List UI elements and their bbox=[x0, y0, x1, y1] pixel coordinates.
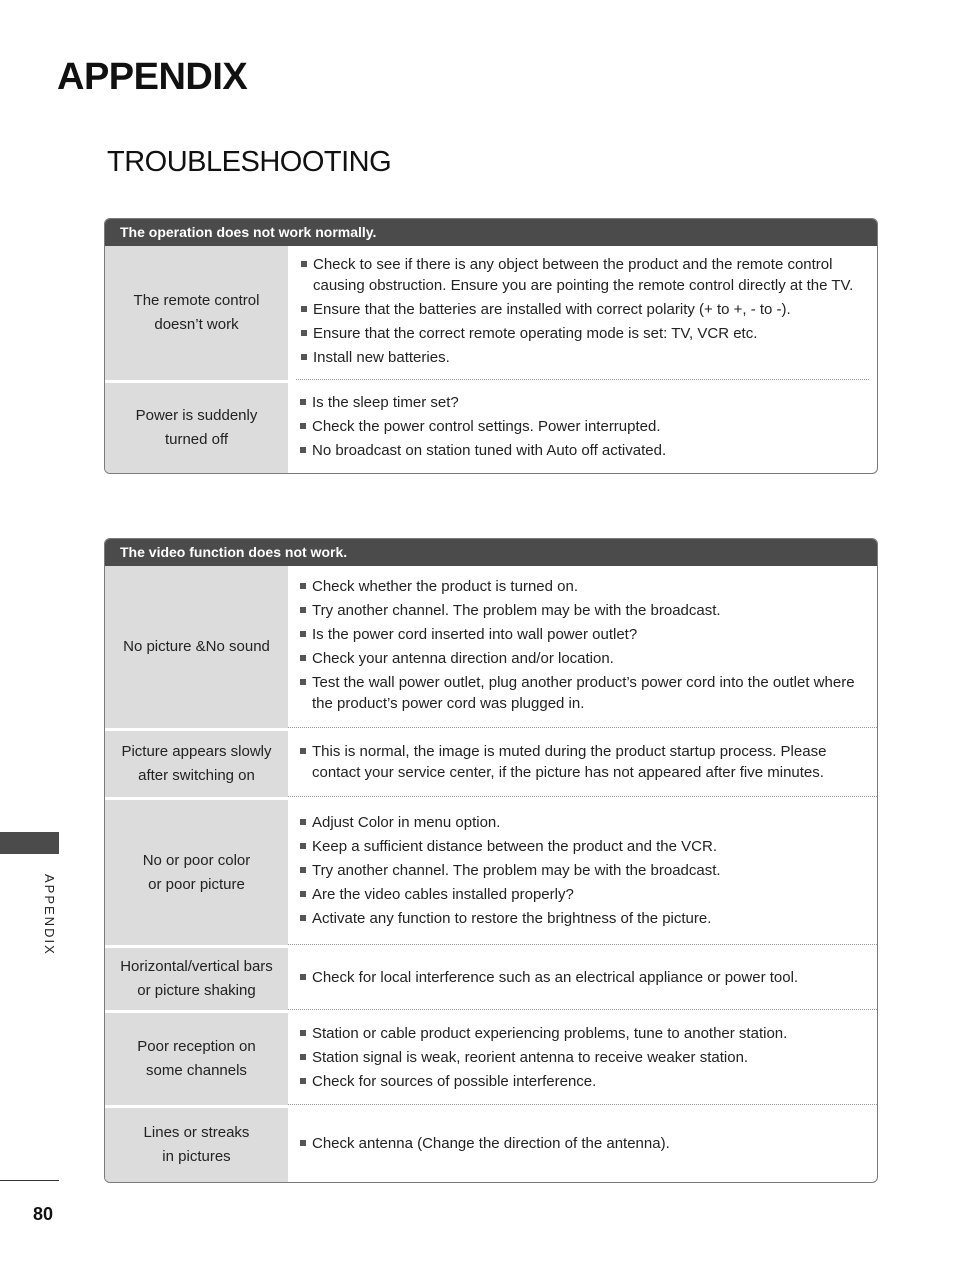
table-row bbox=[105, 383, 877, 473]
table-row bbox=[105, 948, 877, 1010]
solution-item: Test the wall power outlet, plug another product’s power cord into the outlet where the product’s power cord was plugged in. bbox=[300, 672, 865, 714]
solution-item: No broadcast on station tuned with Auto off activated. bbox=[300, 440, 865, 461]
table-row bbox=[105, 1013, 877, 1105]
solution-item: Is the sleep timer set? bbox=[300, 392, 865, 413]
solution-item: Check for local interference such as an electrical appliance or power tool. bbox=[300, 967, 865, 988]
table-row bbox=[105, 566, 877, 728]
problem-cell: No picture &No sound bbox=[105, 566, 288, 728]
problem-cell: The remote control doesn’t work bbox=[105, 246, 288, 380]
solution-cell bbox=[296, 246, 869, 380]
solution-item: Are the video cables installed properly? bbox=[300, 884, 865, 905]
solution-cell bbox=[288, 383, 877, 473]
solution-item: Station or cable product experiencing problems, tune to another station. bbox=[300, 1023, 865, 1044]
solution-list bbox=[300, 576, 865, 717]
section-title: TROUBLESHOOTING bbox=[107, 146, 392, 178]
problem-cell: Poor reception on some channels bbox=[105, 1013, 288, 1105]
solution-item: Activate any function to restore the brightness of the picture. bbox=[300, 908, 865, 929]
page-title: APPENDIX bbox=[57, 56, 248, 98]
solution-list bbox=[300, 967, 865, 991]
solution-cell bbox=[288, 1013, 877, 1105]
table-row bbox=[105, 1108, 877, 1182]
problem-cell: Lines or streaks in pictures bbox=[105, 1108, 288, 1182]
solution-cell bbox=[288, 948, 877, 1010]
table-header: The operation does not work normally. bbox=[105, 219, 877, 246]
solution-item: Try another channel. The problem may be with the broadcast. bbox=[300, 860, 865, 881]
solution-item: Check your antenna direction and/or location. bbox=[300, 648, 865, 669]
solution-item: Check the power control settings. Power interrupted. bbox=[300, 416, 865, 437]
solution-item: Check to see if there is any object between the product and the remote control causing obstruction. Ensure you are pointing the remote control directly at the TV. bbox=[301, 254, 857, 296]
solution-item: Ensure that the batteries are installed with correct polarity (+ to +, - to -). bbox=[301, 299, 857, 320]
solution-item: Check antenna (Change the direction of the antenna). bbox=[300, 1133, 865, 1154]
solution-item: Check whether the product is turned on. bbox=[300, 576, 865, 597]
solution-cell bbox=[288, 800, 877, 945]
solution-item: Is the power cord inserted into wall power outlet? bbox=[300, 624, 865, 645]
problem-cell: No or poor color or poor picture bbox=[105, 800, 288, 945]
solution-list bbox=[300, 1133, 865, 1157]
solution-list bbox=[300, 741, 865, 786]
solution-item: Adjust Color in menu option. bbox=[300, 812, 865, 833]
page-number: 80 bbox=[33, 1204, 54, 1224]
solution-item: Install new batteries. bbox=[301, 347, 857, 368]
side-section-label: APPENDIX bbox=[42, 874, 57, 956]
side-tab-marker bbox=[0, 832, 59, 854]
table-header: The video function does not work. bbox=[105, 539, 877, 566]
table-row bbox=[105, 731, 877, 797]
table-row bbox=[105, 800, 877, 945]
solution-item: Check for sources of possible interference. bbox=[300, 1071, 865, 1092]
solution-list bbox=[300, 812, 865, 932]
solution-item: This is normal, the image is muted during the product startup process. Please contact your service center, if the picture has not appeared after five minutes. bbox=[300, 741, 865, 783]
solution-cell bbox=[288, 566, 877, 728]
table-row bbox=[105, 246, 877, 380]
solution-item: Try another channel. The problem may be with the broadcast. bbox=[300, 600, 865, 621]
problem-cell: Horizontal/vertical bars or picture shaking bbox=[105, 948, 288, 1010]
solution-cell bbox=[288, 731, 877, 797]
problem-cell: Picture appears slowly after switching on bbox=[105, 731, 288, 797]
troubleshooting-table-operation bbox=[104, 218, 878, 474]
solution-list bbox=[300, 392, 865, 464]
troubleshooting-table-video bbox=[104, 538, 878, 1183]
solution-item: Ensure that the correct remote operating mode is set: TV, VCR etc. bbox=[301, 323, 857, 344]
solution-item: Station signal is weak, reorient antenna to receive weaker station. bbox=[300, 1047, 865, 1068]
footer-rule bbox=[0, 1180, 59, 1181]
solution-list bbox=[301, 254, 857, 371]
solution-cell bbox=[288, 1108, 877, 1182]
problem-cell: Power is suddenly turned off bbox=[105, 383, 288, 473]
solution-list bbox=[300, 1023, 865, 1095]
solution-item: Keep a sufficient distance between the product and the VCR. bbox=[300, 836, 865, 857]
